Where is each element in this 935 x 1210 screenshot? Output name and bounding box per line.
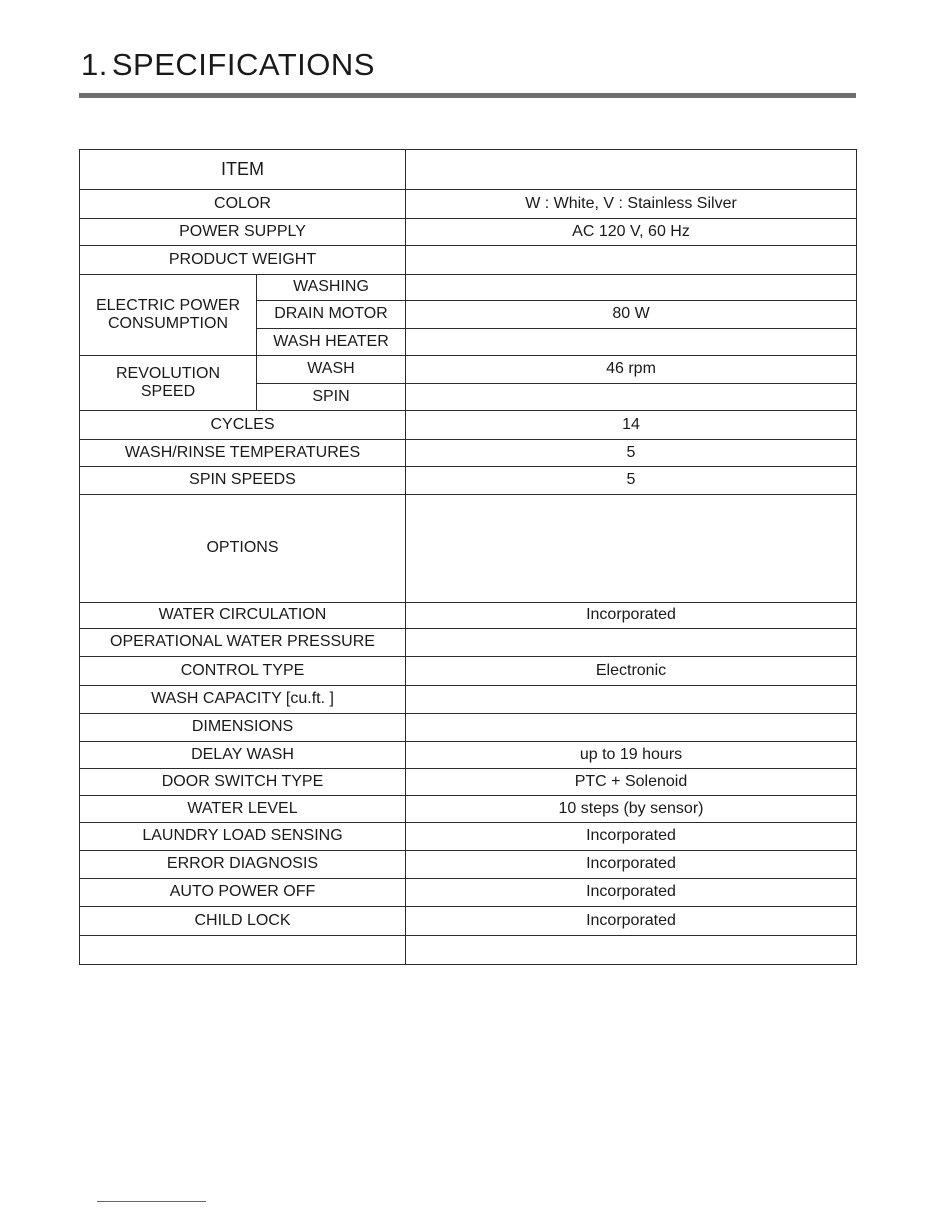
group-label-line: REVOLUTION bbox=[115, 364, 220, 382]
table-row bbox=[80, 603, 857, 629]
group-label-line: CONSUMPTION bbox=[108, 315, 228, 332]
row-value: Incorporated bbox=[406, 907, 857, 936]
row-label: DOOR SWITCH TYPE bbox=[80, 769, 406, 796]
row-label: AUTO POWER OFF bbox=[80, 879, 406, 907]
row-label: OPERATIONAL WATER PRESSURE bbox=[80, 629, 406, 657]
row-value: AC 120 V, 60 Hz bbox=[406, 219, 857, 246]
page-title bbox=[81, 47, 375, 83]
row-label: SPIN SPEEDS bbox=[80, 467, 406, 495]
sub-label: SPIN bbox=[257, 384, 406, 411]
sub-label: WASHING bbox=[257, 275, 406, 301]
row-label: WATER CIRCULATION bbox=[80, 603, 406, 629]
row-value: Incorporated bbox=[406, 851, 857, 879]
header-value bbox=[406, 150, 857, 190]
table-row bbox=[80, 275, 857, 301]
row-value bbox=[406, 275, 857, 301]
table-row bbox=[80, 440, 857, 467]
row-value bbox=[406, 714, 857, 742]
row-value: 80 W bbox=[406, 301, 857, 329]
table-row bbox=[80, 246, 857, 275]
row-value: 5 bbox=[406, 440, 857, 467]
row-value: 14 bbox=[406, 411, 857, 440]
sub-label: WASH bbox=[257, 356, 406, 384]
row-value bbox=[406, 246, 857, 275]
row-label: WASH/RINSE TEMPERATURES bbox=[80, 440, 406, 467]
header-item: ITEM bbox=[80, 150, 406, 190]
row-value: up to 19 hours bbox=[406, 742, 857, 769]
row-value bbox=[406, 384, 857, 411]
row-value: Incorporated bbox=[406, 879, 857, 907]
row-label: WASH CAPACITY [cu.ft. ] bbox=[80, 686, 406, 714]
row-value: 5 bbox=[406, 467, 857, 495]
table-row bbox=[80, 629, 857, 657]
group-label-revolution-speed bbox=[80, 356, 257, 411]
table-row bbox=[80, 936, 857, 965]
row-value: Incorporated bbox=[406, 603, 857, 629]
row-label: COLOR bbox=[80, 190, 406, 219]
row-label: POWER SUPPLY bbox=[80, 219, 406, 246]
row-label: OPTIONS bbox=[80, 495, 406, 603]
group-label-electric-power bbox=[80, 275, 257, 356]
row-label: CHILD LOCK bbox=[80, 907, 406, 936]
table-row bbox=[80, 879, 857, 907]
row-label: PRODUCT WEIGHT bbox=[80, 246, 406, 275]
group-label-line: ELECTRIC POWER bbox=[95, 296, 240, 314]
row-value: Incorporated bbox=[406, 823, 857, 851]
row-value: 10 steps (by sensor) bbox=[406, 796, 857, 823]
section-number: 1. bbox=[81, 47, 108, 82]
table-row bbox=[80, 742, 857, 769]
row-value bbox=[406, 686, 857, 714]
row-value: Electronic bbox=[406, 657, 857, 686]
row-value bbox=[406, 629, 857, 657]
table-header-row bbox=[80, 150, 857, 190]
row-value bbox=[406, 936, 857, 965]
row-label: ERROR DIAGNOSIS bbox=[80, 851, 406, 879]
row-value: W : White, V : Stainless Silver bbox=[406, 190, 857, 219]
row-value bbox=[406, 329, 857, 356]
row-label: DIMENSIONS bbox=[80, 714, 406, 742]
table-row bbox=[80, 495, 857, 603]
section-title: SPECIFICATIONS bbox=[111, 47, 375, 82]
row-value: 46 rpm bbox=[406, 356, 857, 384]
table-row bbox=[80, 657, 857, 686]
table-row bbox=[80, 411, 857, 440]
footer-link-underline[interactable] bbox=[97, 1201, 206, 1202]
row-label: DELAY WASH bbox=[80, 742, 406, 769]
sub-label: DRAIN MOTOR bbox=[257, 301, 406, 329]
table-row bbox=[80, 467, 857, 495]
table-row bbox=[80, 356, 857, 384]
specifications-table bbox=[79, 149, 857, 965]
table-row bbox=[80, 219, 857, 246]
table-row bbox=[80, 190, 857, 219]
table-row bbox=[80, 796, 857, 823]
row-value bbox=[406, 495, 857, 603]
table-row bbox=[80, 823, 857, 851]
row-label bbox=[80, 936, 406, 965]
sub-label: WASH HEATER bbox=[257, 329, 406, 356]
table-row bbox=[80, 686, 857, 714]
row-label: LAUNDRY LOAD SENSING bbox=[80, 823, 406, 851]
table-row bbox=[80, 851, 857, 879]
group-label-line: SPEED bbox=[140, 383, 196, 400]
row-label: CONTROL TYPE bbox=[80, 657, 406, 686]
title-underline bbox=[79, 93, 856, 98]
row-label: CYCLES bbox=[80, 411, 406, 440]
table-row bbox=[80, 769, 857, 796]
table-row bbox=[80, 907, 857, 936]
table-row bbox=[80, 714, 857, 742]
row-value: PTC + Solenoid bbox=[406, 769, 857, 796]
row-label: WATER LEVEL bbox=[80, 796, 406, 823]
